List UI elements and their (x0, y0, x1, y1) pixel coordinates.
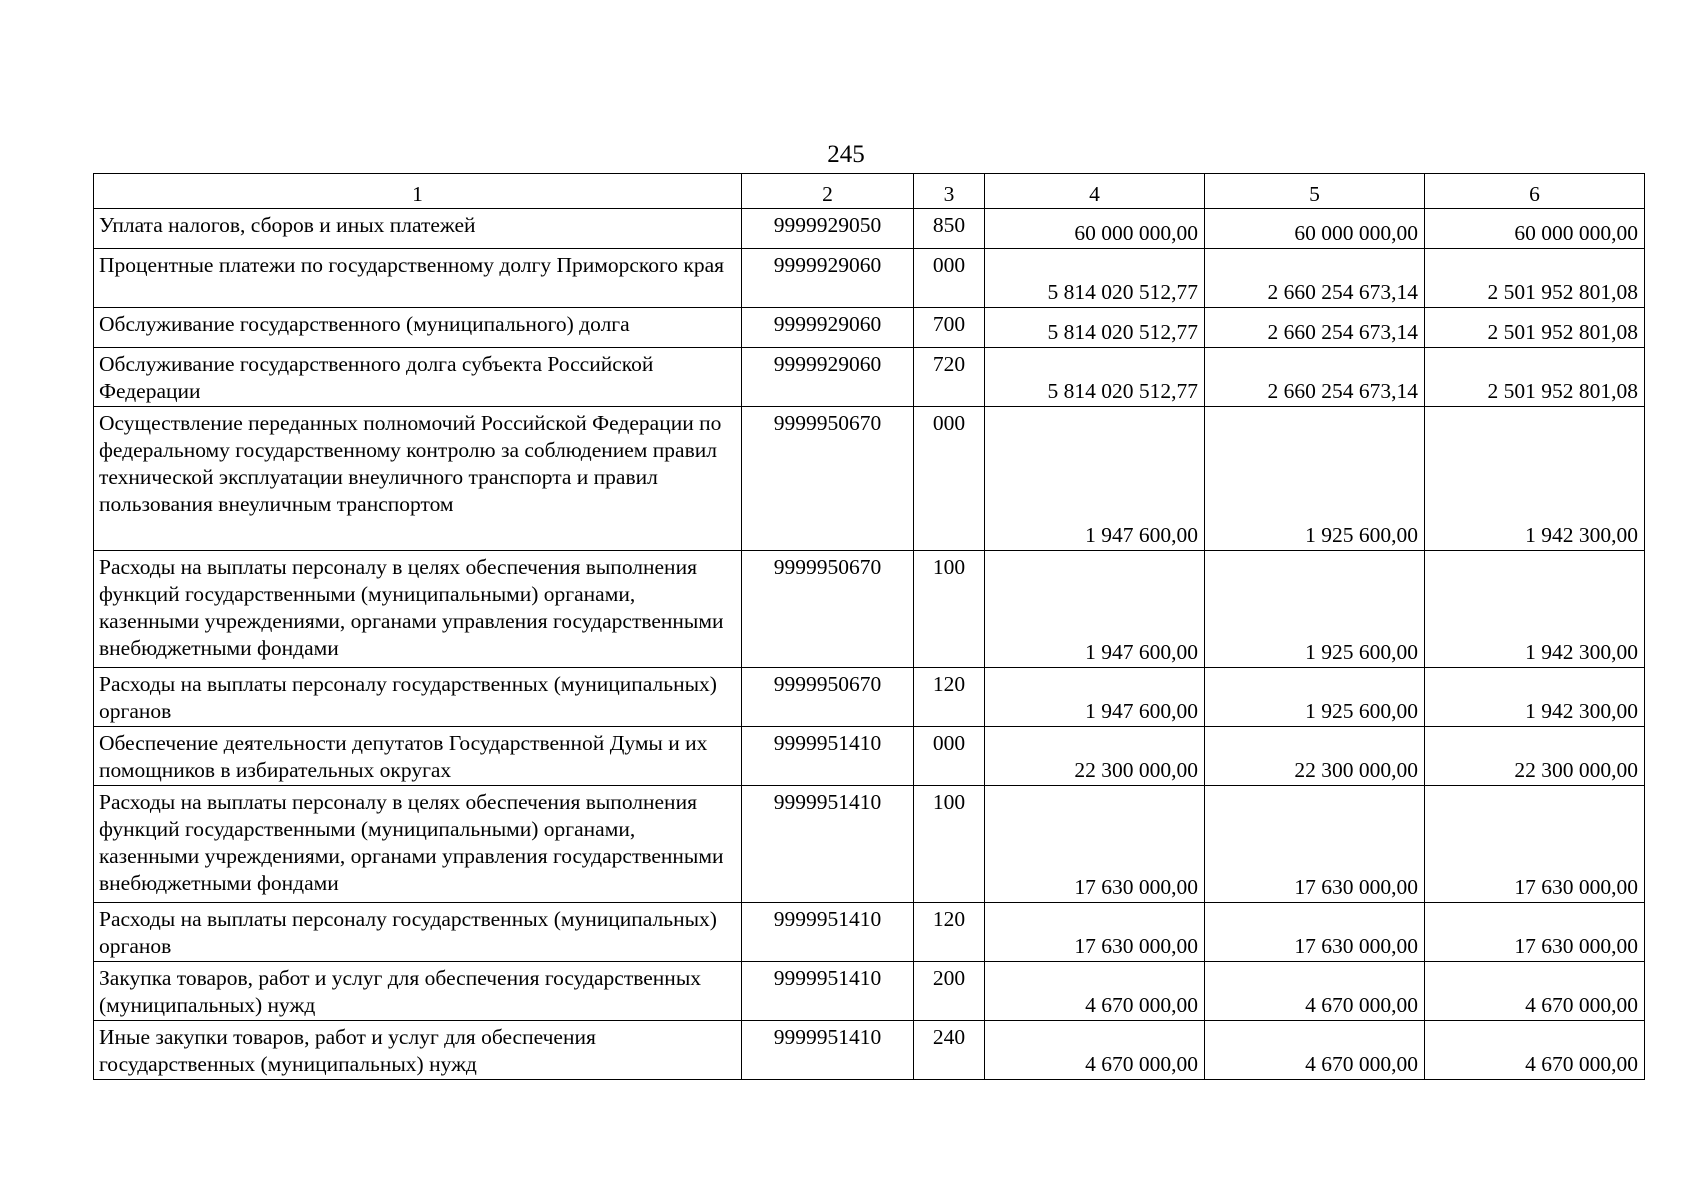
row-value-6: 2 501 952 801,08 (1425, 308, 1645, 348)
row-name: Закупка товаров, работ и услуг для обеспечения государственных (муниципальных) нужд (94, 962, 742, 1021)
row-value-4: 4 670 000,00 (985, 1021, 1205, 1080)
row-type: 720 (914, 348, 985, 407)
table-row (94, 308, 1645, 348)
page-number: 245 (827, 141, 865, 168)
row-name: Обеспечение деятельности депутатов Государственной Думы и их помощников в избирательных округах (94, 727, 742, 786)
row-name: Обслуживание государственного (муниципального) долга (94, 308, 742, 348)
row-value-4: 1 947 600,00 (985, 551, 1205, 668)
row-value-6: 1 942 300,00 (1425, 668, 1645, 727)
row-code: 9999951410 (742, 786, 914, 903)
column-header: 6 (1425, 174, 1645, 209)
table-row (94, 903, 1645, 962)
row-type: 200 (914, 962, 985, 1021)
row-code: 9999951410 (742, 727, 914, 786)
row-code: 9999929060 (742, 249, 914, 308)
table-row (94, 209, 1645, 249)
row-value-6: 22 300 000,00 (1425, 727, 1645, 786)
row-type: 120 (914, 668, 985, 727)
row-value-5: 4 670 000,00 (1205, 1021, 1425, 1080)
row-value-6: 1 942 300,00 (1425, 551, 1645, 668)
table-row (94, 962, 1645, 1021)
row-value-5: 17 630 000,00 (1205, 786, 1425, 903)
column-header: 2 (742, 174, 914, 209)
row-name: Расходы на выплаты персоналу государственных (муниципальных) органов (94, 668, 742, 727)
row-value-5: 2 660 254 673,14 (1205, 348, 1425, 407)
row-code: 9999950670 (742, 668, 914, 727)
row-code: 9999950670 (742, 407, 914, 551)
table-row (94, 786, 1645, 903)
row-value-4: 60 000 000,00 (985, 209, 1205, 249)
row-value-6: 2 501 952 801,08 (1425, 348, 1645, 407)
row-value-6: 17 630 000,00 (1425, 786, 1645, 903)
row-type: 100 (914, 786, 985, 903)
row-type: 850 (914, 209, 985, 249)
row-value-5: 2 660 254 673,14 (1205, 308, 1425, 348)
row-value-5: 1 925 600,00 (1205, 668, 1425, 727)
table-row (94, 1021, 1645, 1080)
row-value-6: 1 942 300,00 (1425, 407, 1645, 551)
row-value-4: 17 630 000,00 (985, 786, 1205, 903)
row-name: Расходы на выплаты персоналу в целях обеспечения выполнения функций государственными (муниципальными) органами, казенными учреждениями, органами управления государственными внебюджетными фондами (94, 786, 742, 903)
row-name: Иные закупки товаров, работ и услуг для обеспечения государственных (муниципальных) нужд (94, 1021, 742, 1080)
row-value-4: 1 947 600,00 (985, 668, 1205, 727)
row-value-6: 4 670 000,00 (1425, 962, 1645, 1021)
row-value-5: 4 670 000,00 (1205, 962, 1425, 1021)
table-row (94, 668, 1645, 727)
row-code: 9999951410 (742, 903, 914, 962)
row-code: 9999929060 (742, 308, 914, 348)
row-value-6: 60 000 000,00 (1425, 209, 1645, 249)
row-code: 9999929050 (742, 209, 914, 249)
row-name: Уплата налогов, сборов и иных платежей (94, 209, 742, 249)
row-name: Расходы на выплаты персоналу государственных (муниципальных) органов (94, 903, 742, 962)
row-type: 700 (914, 308, 985, 348)
row-value-4: 4 670 000,00 (985, 962, 1205, 1021)
column-header: 3 (914, 174, 985, 209)
column-header: 4 (985, 174, 1205, 209)
row-value-5: 1 925 600,00 (1205, 551, 1425, 668)
row-code: 9999951410 (742, 1021, 914, 1080)
row-value-6: 2 501 952 801,08 (1425, 249, 1645, 308)
row-type: 000 (914, 249, 985, 308)
row-value-5: 1 925 600,00 (1205, 407, 1425, 551)
row-value-5: 17 630 000,00 (1205, 903, 1425, 962)
row-type: 000 (914, 407, 985, 551)
row-value-6: 17 630 000,00 (1425, 903, 1645, 962)
row-code: 9999951410 (742, 962, 914, 1021)
column-header: 5 (1205, 174, 1425, 209)
row-value-4: 22 300 000,00 (985, 727, 1205, 786)
row-code: 9999929060 (742, 348, 914, 407)
row-value-4: 1 947 600,00 (985, 407, 1205, 551)
column-header: 1 (94, 174, 742, 209)
row-name: Осуществление переданных полномочий Российской Федерации по федеральному государственному контролю за соблюдением правил технической эксплуатации внеуличного транспорта и правил пользования внеуличным транспортом (94, 407, 742, 551)
row-value-5: 22 300 000,00 (1205, 727, 1425, 786)
row-value-4: 5 814 020 512,77 (985, 249, 1205, 308)
table-row (94, 249, 1645, 308)
row-value-4: 5 814 020 512,77 (985, 308, 1205, 348)
table-header-row (94, 174, 1645, 209)
row-name: Обслуживание государственного долга субъекта Российской Федерации (94, 348, 742, 407)
table-row (94, 348, 1645, 407)
row-code: 9999950670 (742, 551, 914, 668)
row-name: Расходы на выплаты персоналу в целях обеспечения выполнения функций государственными (муниципальными) органами, казенными учреждениями, органами управления государственными внебюджетными фондами (94, 551, 742, 668)
row-name: Процентные платежи по государственному долгу Приморского края (94, 249, 742, 308)
row-type: 000 (914, 727, 985, 786)
row-value-4: 17 630 000,00 (985, 903, 1205, 962)
row-value-4: 5 814 020 512,77 (985, 348, 1205, 407)
row-type: 100 (914, 551, 985, 668)
table-row (94, 407, 1645, 551)
row-value-5: 60 000 000,00 (1205, 209, 1425, 249)
row-type: 120 (914, 903, 985, 962)
row-value-6: 4 670 000,00 (1425, 1021, 1645, 1080)
budget-table (93, 173, 1645, 1080)
table-row (94, 727, 1645, 786)
row-value-5: 2 660 254 673,14 (1205, 249, 1425, 308)
table-row (94, 551, 1645, 668)
row-type: 240 (914, 1021, 985, 1080)
